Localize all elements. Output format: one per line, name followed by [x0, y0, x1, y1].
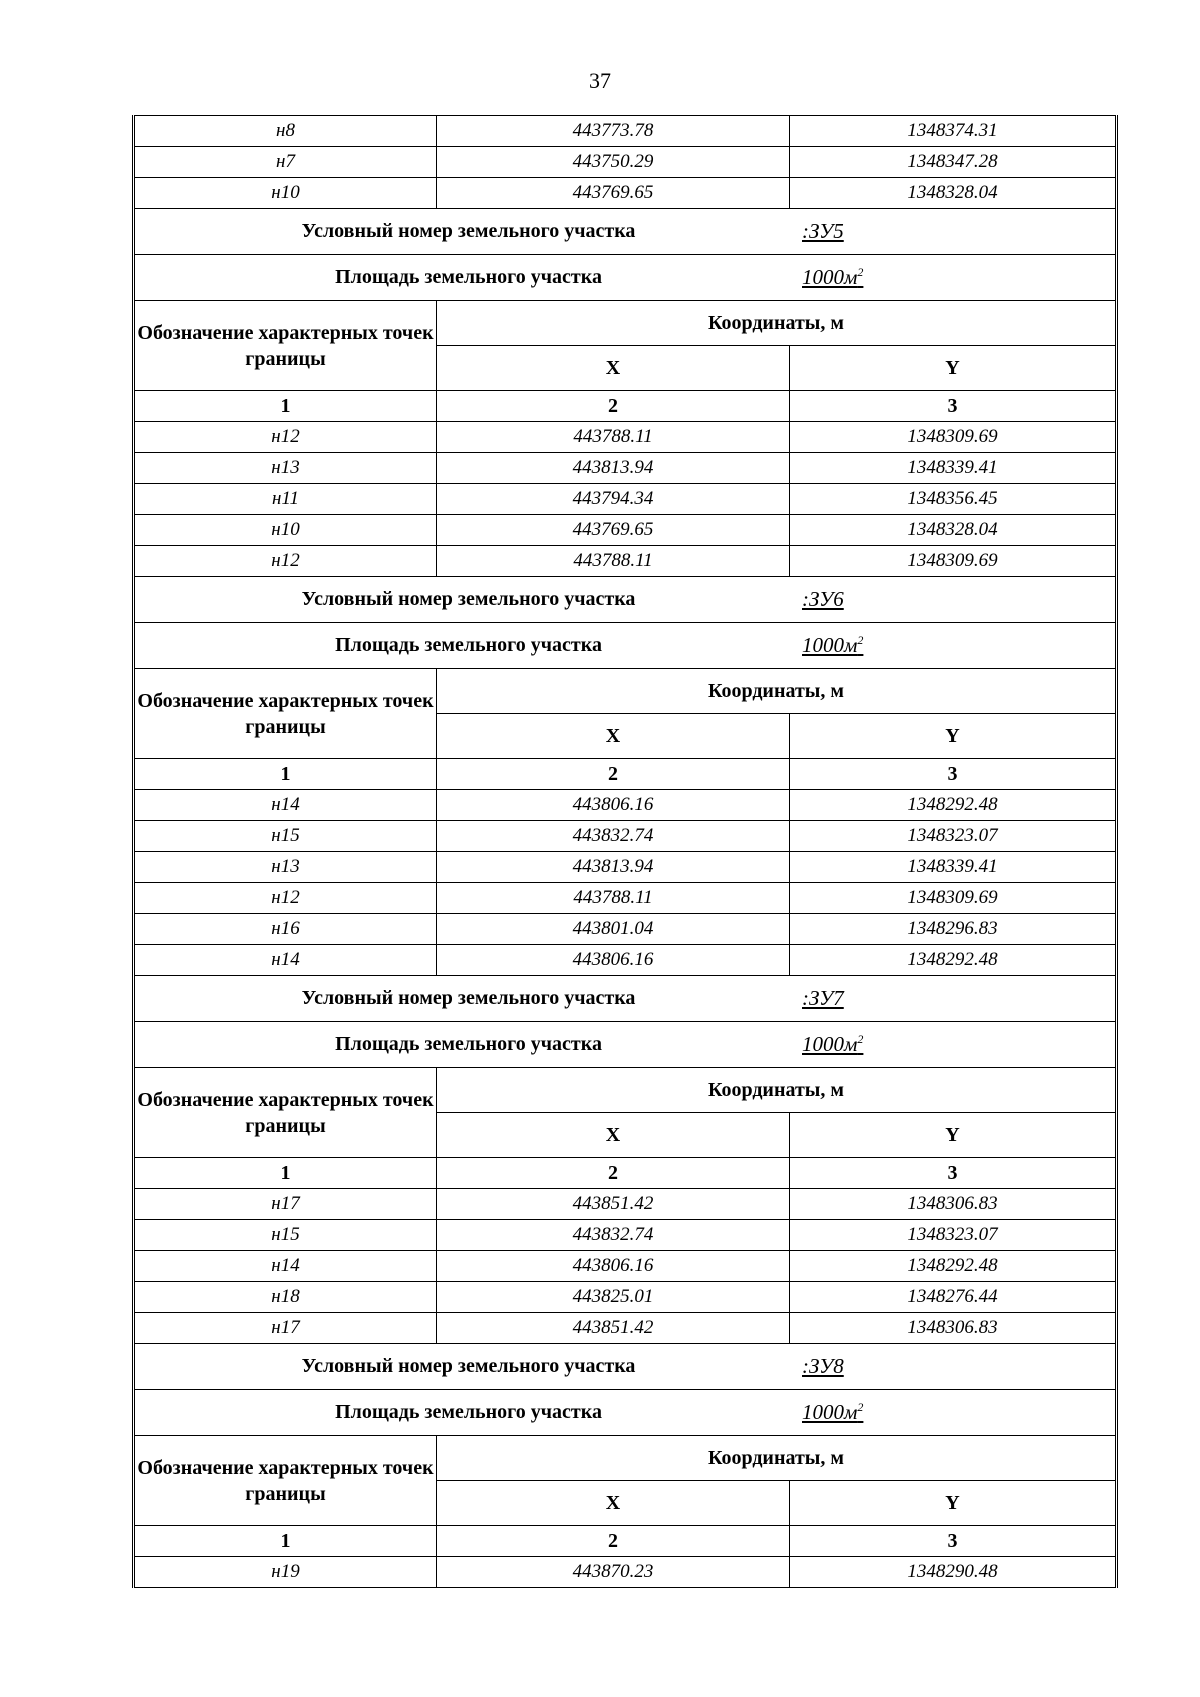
table-row — [134, 116, 1117, 147]
points-header: Обозначение характерных точек границы — [134, 1436, 437, 1526]
y-cell: 1348292.48 — [790, 945, 1117, 976]
x-cell: 443769.65 — [437, 178, 790, 209]
x-cell: 443870.23 — [437, 1557, 790, 1588]
point-cell: н19 — [134, 1557, 437, 1588]
y-cell: 1348339.41 — [790, 453, 1117, 484]
coordinates-header: Координаты, м — [437, 669, 1117, 714]
x-cell: 443788.11 — [437, 422, 790, 453]
column-number-row — [134, 759, 1117, 790]
y-header: Y — [790, 1481, 1117, 1526]
plot-area-unit-superscript: 2 — [857, 265, 864, 279]
coordinates-header: Координаты, м — [437, 301, 1117, 346]
y-cell: 1348356.45 — [790, 484, 1117, 515]
coordinates-header: Координаты, м — [437, 1436, 1117, 1481]
plot-number-cell — [134, 1344, 1117, 1390]
y-header: Y — [790, 1113, 1117, 1158]
plot-area-value-text: 1000м — [802, 1400, 858, 1424]
y-header: Y — [790, 714, 1117, 759]
column-number-row — [134, 1158, 1117, 1189]
table-row — [134, 852, 1117, 883]
point-cell: н12 — [134, 422, 437, 453]
y-cell: 1348290.48 — [790, 1557, 1117, 1588]
header-row — [134, 669, 1117, 714]
table-row — [134, 790, 1117, 821]
y-cell: 1348323.07 — [790, 1220, 1117, 1251]
plot-number-content — [135, 577, 1115, 622]
table-row — [134, 422, 1117, 453]
table-row — [134, 147, 1117, 178]
column-number-3: 3 — [790, 1158, 1117, 1189]
y-cell: 1348309.69 — [790, 546, 1117, 577]
coordinates-table — [132, 115, 1118, 1588]
coordinates-table-body — [134, 116, 1117, 1588]
plot-area-value — [802, 633, 1115, 658]
point-cell: н14 — [134, 1251, 437, 1282]
column-number-3: 3 — [790, 1526, 1117, 1557]
plot-area-row — [134, 623, 1117, 669]
table-row — [134, 883, 1117, 914]
y-cell: 1348276.44 — [790, 1282, 1117, 1313]
plot-number-row — [134, 1344, 1117, 1390]
y-cell: 1348347.28 — [790, 147, 1117, 178]
x-cell: 443773.78 — [437, 116, 790, 147]
plot-number-cell — [134, 976, 1117, 1022]
plot-area-cell — [134, 1022, 1117, 1068]
plot-area-content — [135, 1022, 1115, 1067]
plot-number-cell — [134, 209, 1117, 255]
column-number-1: 1 — [134, 759, 437, 790]
table-row — [134, 1282, 1117, 1313]
coordinates-table-wrap — [132, 115, 1115, 1588]
table-row — [134, 1557, 1117, 1588]
plot-number-value-text: :ЗУ5 — [802, 219, 844, 243]
y-cell: 1348306.83 — [790, 1313, 1117, 1344]
y-header: Y — [790, 346, 1117, 391]
plot-number-content — [135, 976, 1115, 1021]
point-cell: н14 — [134, 945, 437, 976]
x-cell: 443769.65 — [437, 515, 790, 546]
column-number-3: 3 — [790, 391, 1117, 422]
x-cell: 443788.11 — [437, 546, 790, 577]
column-number-1: 1 — [134, 1526, 437, 1557]
plot-area-value-text: 1000м — [802, 1032, 858, 1056]
column-number-2: 2 — [437, 759, 790, 790]
y-cell: 1348292.48 — [790, 1251, 1117, 1282]
plot-area-label: Площадь земельного участка — [335, 266, 602, 288]
y-cell: 1348328.04 — [790, 178, 1117, 209]
x-header: X — [437, 346, 790, 391]
point-cell: н11 — [134, 484, 437, 515]
table-row — [134, 914, 1117, 945]
table-row — [134, 1251, 1117, 1282]
plot-area-content — [135, 1390, 1115, 1435]
y-cell: 1348296.83 — [790, 914, 1117, 945]
plot-area-value — [802, 1032, 1115, 1057]
point-cell: н17 — [134, 1313, 437, 1344]
point-cell: н17 — [134, 1189, 437, 1220]
point-cell: н12 — [134, 546, 437, 577]
x-cell: 443801.04 — [437, 914, 790, 945]
y-cell: 1348306.83 — [790, 1189, 1117, 1220]
plot-area-row — [134, 1390, 1117, 1436]
column-number-row — [134, 391, 1117, 422]
table-row — [134, 945, 1117, 976]
plot-number-value-text: :ЗУ8 — [802, 1354, 844, 1378]
column-number-3: 3 — [790, 759, 1117, 790]
point-cell: н10 — [134, 515, 437, 546]
points-header: Обозначение характерных точек границы — [134, 1068, 437, 1158]
x-cell: 443813.94 — [437, 852, 790, 883]
table-row — [134, 515, 1117, 546]
point-cell: н7 — [134, 147, 437, 178]
plot-number-content — [135, 1344, 1115, 1389]
plot-number-label: Условный номер земельного участка — [301, 588, 636, 610]
plot-number-row — [134, 976, 1117, 1022]
plot-number-value — [802, 1354, 1115, 1379]
table-row — [134, 1313, 1117, 1344]
y-cell: 1348292.48 — [790, 790, 1117, 821]
table-row — [134, 484, 1117, 515]
point-cell: н10 — [134, 178, 437, 209]
plot-area-unit-superscript: 2 — [857, 1400, 864, 1414]
plot-area-label: Площадь земельного участка — [335, 1033, 602, 1055]
point-cell: н12 — [134, 883, 437, 914]
header-row — [134, 1068, 1117, 1113]
x-cell: 443832.74 — [437, 821, 790, 852]
plot-number-label: Условный номер земельного участка — [301, 1355, 636, 1377]
column-number-1: 1 — [134, 391, 437, 422]
plot-area-value-text: 1000м — [802, 633, 858, 657]
plot-number-value-text: :ЗУ6 — [802, 587, 844, 611]
x-cell: 443851.42 — [437, 1189, 790, 1220]
x-cell: 443806.16 — [437, 790, 790, 821]
table-row — [134, 453, 1117, 484]
plot-area-cell — [134, 623, 1117, 669]
plot-area-content — [135, 623, 1115, 668]
plot-number-value-text: :ЗУ7 — [802, 986, 844, 1010]
point-cell: н18 — [134, 1282, 437, 1313]
header-row — [134, 301, 1117, 346]
x-cell: 443813.94 — [437, 453, 790, 484]
plot-area-unit-superscript: 2 — [857, 1032, 864, 1046]
y-cell: 1348309.69 — [790, 422, 1117, 453]
plot-number-value — [802, 986, 1115, 1011]
point-cell: н8 — [134, 116, 437, 147]
plot-number-row — [134, 209, 1117, 255]
point-cell: н13 — [134, 852, 437, 883]
point-cell: н13 — [134, 453, 437, 484]
column-number-1: 1 — [134, 1158, 437, 1189]
coordinates-header: Координаты, м — [437, 1068, 1117, 1113]
column-number-2: 2 — [437, 1526, 790, 1557]
plot-area-row — [134, 255, 1117, 301]
points-header: Обозначение характерных точек границы — [134, 669, 437, 759]
y-cell: 1348328.04 — [790, 515, 1117, 546]
x-cell: 443788.11 — [437, 883, 790, 914]
plot-area-cell — [134, 255, 1117, 301]
y-cell: 1348339.41 — [790, 852, 1117, 883]
plot-number-label: Условный номер земельного участка — [301, 220, 636, 242]
y-cell: 1348323.07 — [790, 821, 1117, 852]
table-row — [134, 821, 1117, 852]
plot-number-value — [802, 587, 1115, 612]
point-cell: н16 — [134, 914, 437, 945]
x-header: X — [437, 1481, 790, 1526]
x-cell: 443825.01 — [437, 1282, 790, 1313]
point-cell: н14 — [134, 790, 437, 821]
point-cell: н15 — [134, 1220, 437, 1251]
page-number: 37 — [589, 68, 611, 93]
column-number-2: 2 — [437, 391, 790, 422]
plot-number-row — [134, 577, 1117, 623]
plot-area-content — [135, 255, 1115, 300]
plot-area-unit-superscript: 2 — [857, 633, 864, 647]
y-cell: 1348374.31 — [790, 116, 1117, 147]
x-cell: 443806.16 — [437, 1251, 790, 1282]
plot-number-label: Условный номер земельного участка — [301, 987, 636, 1009]
plot-area-label: Площадь земельного участка — [335, 634, 602, 656]
plot-area-value — [802, 265, 1115, 290]
table-row — [134, 1189, 1117, 1220]
table-row — [134, 178, 1117, 209]
x-header: X — [437, 714, 790, 759]
y-cell: 1348309.69 — [790, 883, 1117, 914]
column-number-row — [134, 1526, 1117, 1557]
x-cell: 443832.74 — [437, 1220, 790, 1251]
points-header: Обозначение характерных точек границы — [134, 301, 437, 391]
point-cell: н15 — [134, 821, 437, 852]
x-cell: 443750.29 — [437, 147, 790, 178]
plot-number-value — [802, 219, 1115, 244]
x-cell: 443806.16 — [437, 945, 790, 976]
header-row — [134, 1436, 1117, 1481]
plot-number-cell — [134, 577, 1117, 623]
plot-area-row — [134, 1022, 1117, 1068]
table-row — [134, 1220, 1117, 1251]
table-row — [134, 546, 1117, 577]
x-cell: 443851.42 — [437, 1313, 790, 1344]
plot-area-value-text: 1000м — [802, 265, 858, 289]
column-number-2: 2 — [437, 1158, 790, 1189]
plot-area-label: Площадь земельного участка — [335, 1401, 602, 1423]
x-header: X — [437, 1113, 790, 1158]
x-cell: 443794.34 — [437, 484, 790, 515]
plot-area-cell — [134, 1390, 1117, 1436]
plot-area-value — [802, 1400, 1115, 1425]
plot-number-content — [135, 209, 1115, 254]
